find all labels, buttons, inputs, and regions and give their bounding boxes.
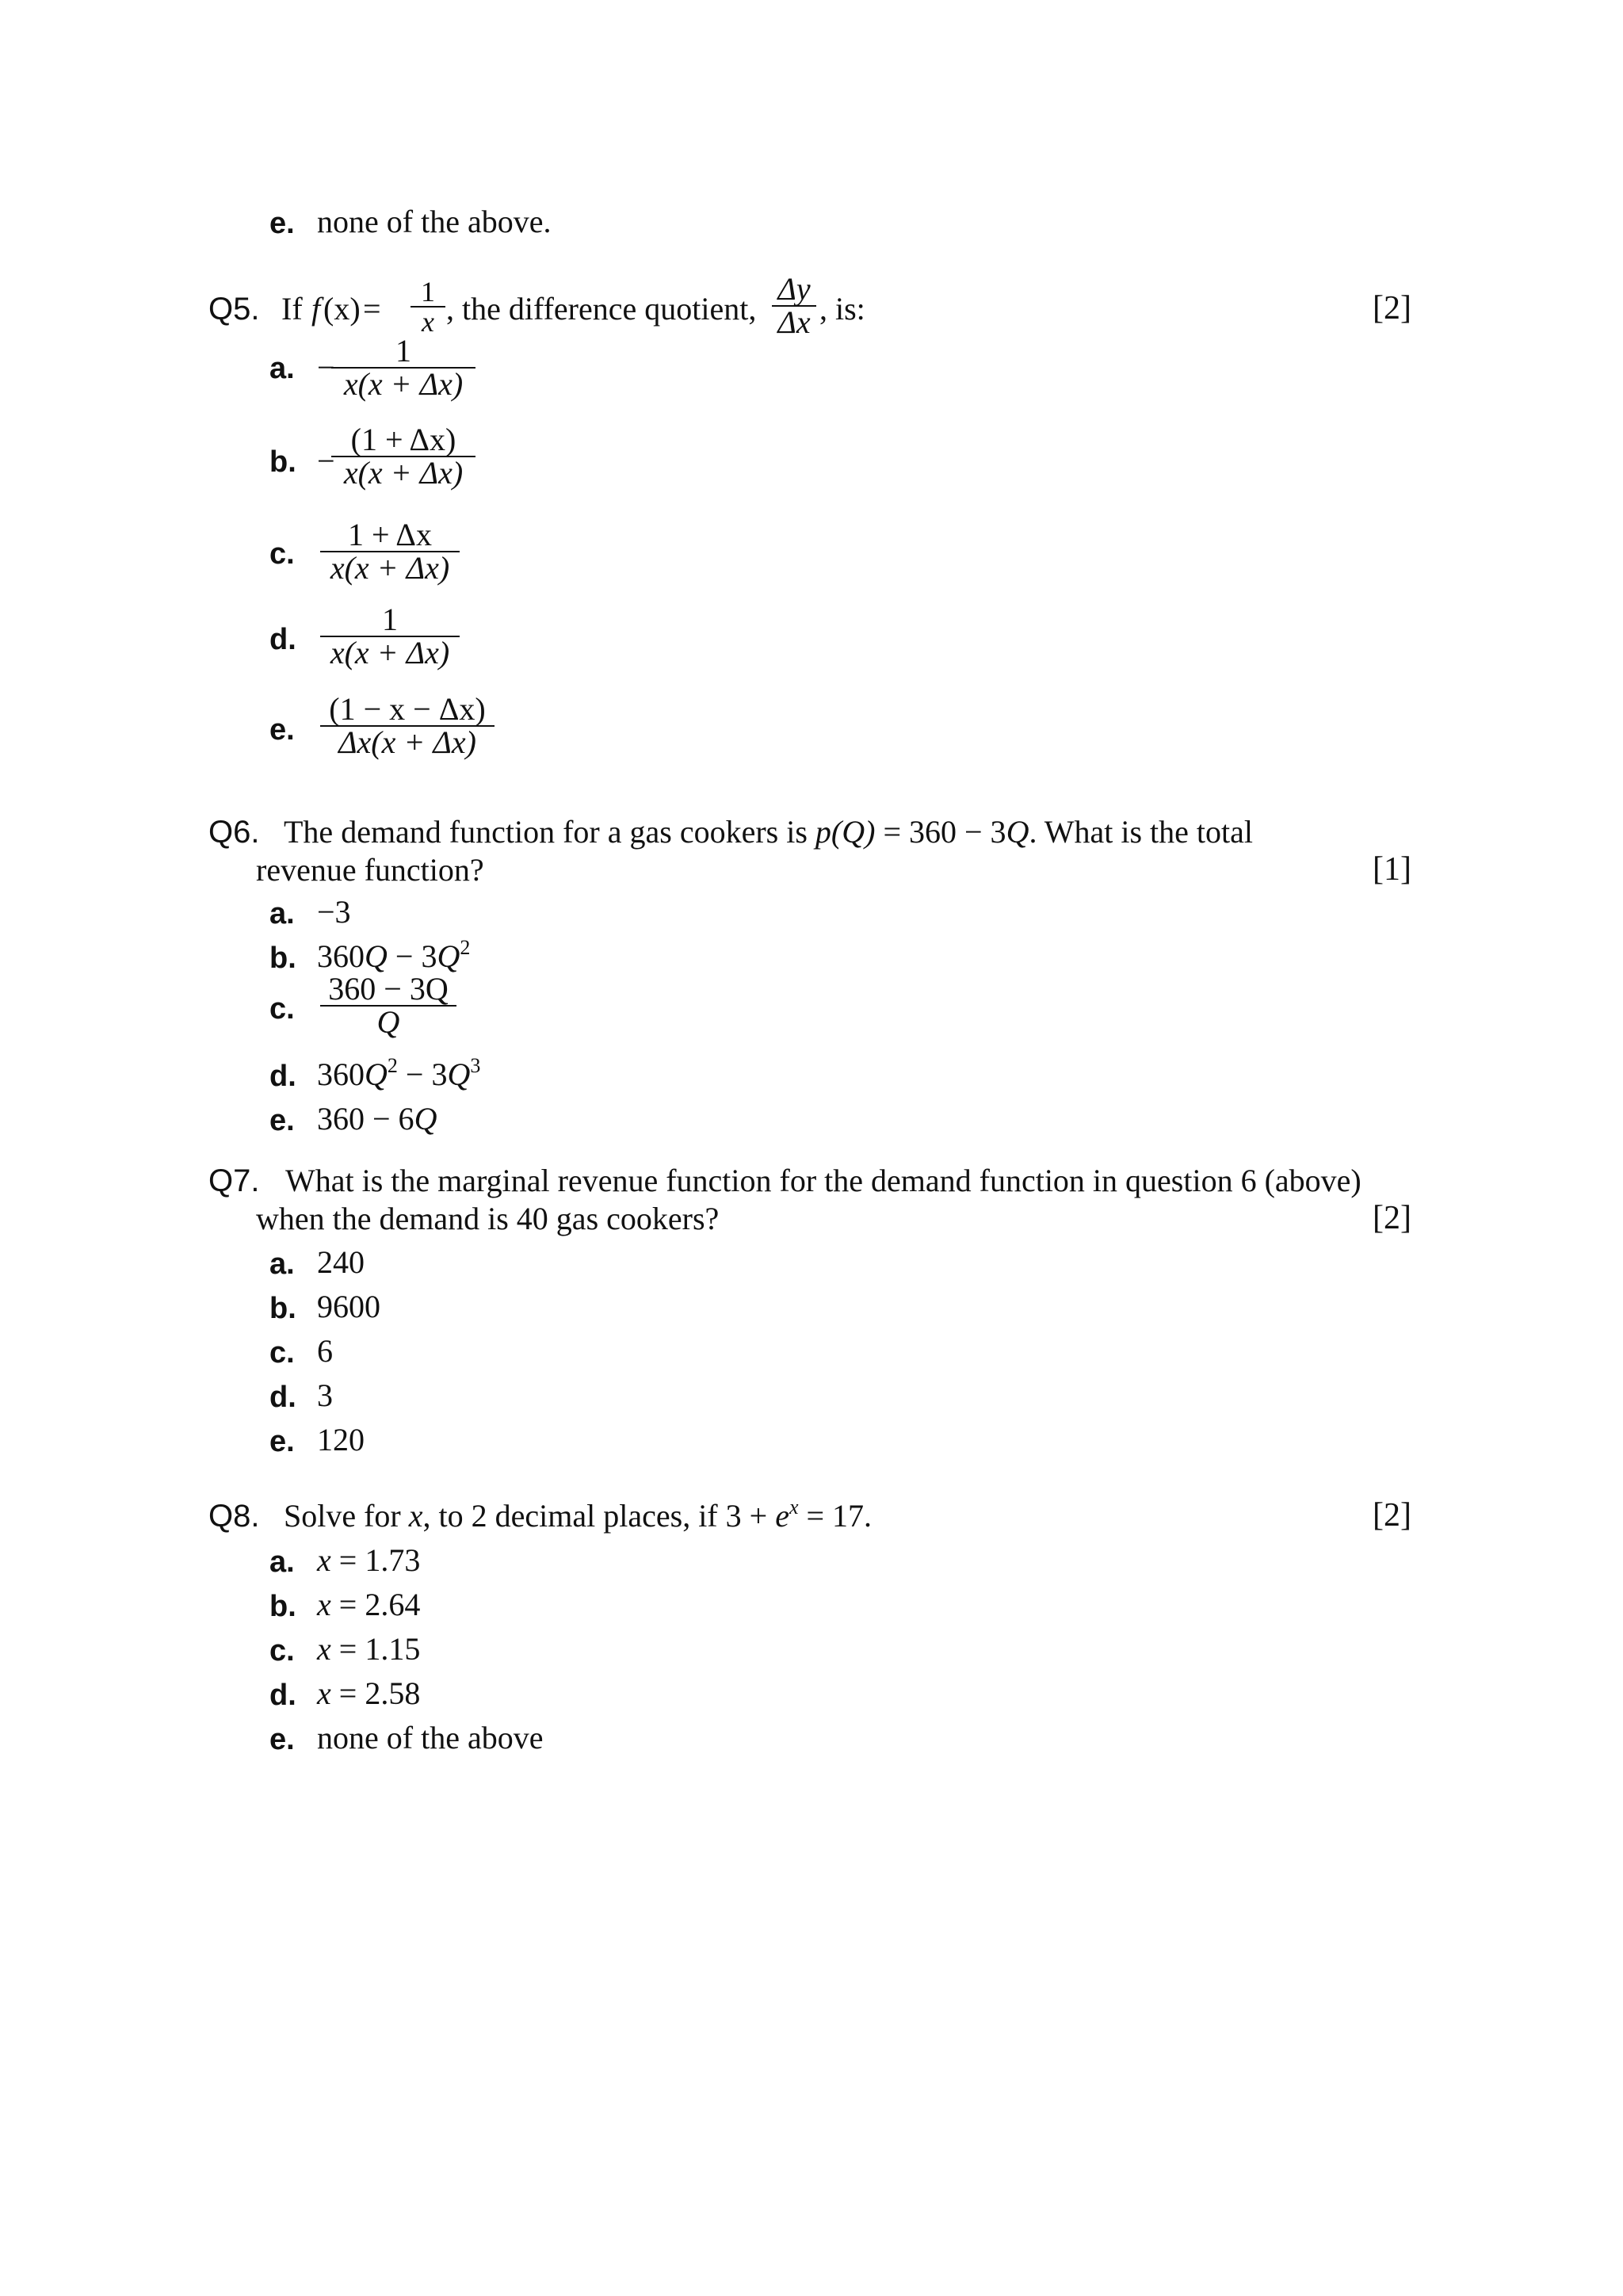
option-fraction [320, 973, 456, 1038]
variable: x [317, 1587, 331, 1622]
question-stem-line1: What is the marginal revenue function for the demand function in question 6 (above) [285, 1163, 1361, 1198]
option-text [317, 1542, 421, 1578]
fraction-numerator: 1 [421, 276, 435, 308]
option-text: none of the above. [317, 204, 552, 239]
variable: Q [365, 938, 388, 974]
question-stem [284, 1496, 873, 1534]
option-label: c. [269, 1336, 295, 1370]
minus-sign: − [317, 443, 335, 479]
option-text: 240 [317, 1244, 365, 1280]
variable: Q [447, 1056, 471, 1092]
function-arg: (x) [323, 291, 361, 327]
fraction-numerator: 1 + Δx [347, 517, 433, 552]
term: − 3 [387, 938, 437, 974]
stem-fraction [411, 277, 445, 336]
option-fraction [320, 519, 460, 584]
question-stem-line1 [284, 816, 1253, 848]
question-stem-post: , is: [819, 291, 865, 327]
question-stem-pre: If [281, 291, 303, 327]
option-text: 120 [317, 1422, 365, 1457]
option-label: b. [269, 942, 296, 975]
function-name: f [311, 291, 321, 327]
fraction-numerator: (1 − x − Δx) [329, 691, 486, 727]
marks-badge: [2] [1373, 1200, 1411, 1236]
option-label: e. [269, 713, 295, 747]
variable: Q [365, 1056, 388, 1092]
exponent: 2 [387, 1054, 398, 1077]
option-text [317, 1589, 420, 1621]
option-text: −3 [317, 894, 351, 930]
option-label: e. [269, 1104, 295, 1137]
stem-text: = 360 − 3 [875, 814, 1006, 850]
question-stem-line2: when the demand is 40 gas cookers? [256, 1201, 720, 1236]
option-label: c. [269, 992, 295, 1026]
stem-text: . What is the total [1029, 814, 1253, 850]
variable: e [775, 1498, 789, 1534]
question-number: Q6. [208, 815, 260, 850]
question-stem-mid: , the difference quotient, [446, 291, 757, 327]
term: 360 [317, 1056, 365, 1092]
marks-badge: [1] [1373, 851, 1411, 888]
variable: Q [414, 1101, 437, 1137]
option-label: b. [269, 1292, 296, 1325]
option-label: c. [269, 537, 295, 571]
option-text: 3 [317, 1377, 333, 1413]
option-label: a. [269, 1545, 295, 1579]
option-fraction [320, 693, 495, 758]
marks-badge: [2] [1373, 290, 1411, 327]
value: = 2.58 [330, 1675, 421, 1711]
option-label: b. [269, 1590, 296, 1623]
variable: x [317, 1542, 331, 1578]
exponent: 2 [460, 936, 471, 959]
option-fraction [331, 335, 475, 400]
fraction-numerator: (1 + Δx) [350, 422, 456, 457]
option-text [317, 1054, 481, 1092]
option-label: d. [269, 623, 296, 656]
option-label: d. [269, 1679, 296, 1712]
option-text [317, 1675, 421, 1711]
option-label: a. [269, 352, 295, 385]
term: 360 − 6 [317, 1101, 414, 1137]
exponent: x [789, 1496, 799, 1519]
fraction-denominator: x(x + Δx) [330, 550, 450, 586]
stem-math: p(Q) [815, 814, 876, 850]
variable: x [408, 1498, 423, 1534]
fraction-numerator: 1 [395, 333, 411, 369]
value: = 2.64 [330, 1587, 421, 1622]
option-text: 6 [317, 1333, 333, 1369]
fraction-denominator: x(x + Δx) [343, 366, 464, 402]
option-label: c. [269, 1634, 295, 1668]
option-label: e. [269, 207, 295, 240]
fraction-numerator: 360 − 3Q [328, 971, 449, 1007]
fraction-denominator: x(x + Δx) [343, 455, 464, 491]
option-text: 9600 [317, 1289, 380, 1324]
fraction-denominator: x(x + Δx) [330, 635, 450, 670]
fraction-numerator: Δy [777, 271, 811, 307]
fraction-denominator: x [422, 306, 434, 338]
fraction-numerator: 1 [382, 602, 398, 637]
term: − 3 [397, 1056, 448, 1092]
stem-text: The demand function for a gas cookers is [284, 814, 815, 850]
variable: Q [437, 938, 460, 974]
stem-math: Q [1006, 814, 1029, 850]
option-label: e. [269, 1425, 295, 1458]
fraction-denominator: Q [376, 1004, 400, 1040]
option-text [317, 936, 471, 974]
option-text: none of the above [317, 1720, 544, 1755]
stem-text: , to 2 decimal places, if 3 + [422, 1498, 776, 1534]
marks-badge: [2] [1373, 1497, 1411, 1534]
question-number: Q7. [208, 1163, 260, 1198]
option-label: a. [269, 897, 295, 930]
option-label: e. [269, 1723, 295, 1756]
option-text [317, 1103, 437, 1135]
difference-quotient [772, 273, 816, 338]
option-label: d. [269, 1060, 296, 1093]
question-number: Q5. [208, 292, 260, 327]
minus-sign: − [317, 350, 335, 385]
option-fraction [320, 604, 460, 669]
option-label: a. [269, 1247, 295, 1281]
fraction-denominator: Δx(x + Δx) [338, 724, 476, 760]
term: 360 [317, 938, 365, 974]
option-text [317, 1633, 420, 1665]
exponent: 3 [470, 1054, 481, 1077]
option-label: d. [269, 1381, 296, 1414]
question-stem-line2: revenue function? [256, 852, 484, 888]
variable: x [317, 1675, 331, 1711]
value: = 1.15 [330, 1631, 421, 1667]
stem-text: = 17. [798, 1498, 873, 1534]
equals-sign: = [363, 291, 381, 327]
value: = 1.73 [330, 1542, 421, 1578]
variable: x [317, 1631, 331, 1667]
question-number: Q8. [208, 1499, 260, 1534]
fraction-denominator: Δx [777, 304, 811, 340]
option-fraction [331, 424, 475, 489]
option-label: b. [269, 445, 296, 479]
stem-text: Solve for [284, 1498, 409, 1534]
